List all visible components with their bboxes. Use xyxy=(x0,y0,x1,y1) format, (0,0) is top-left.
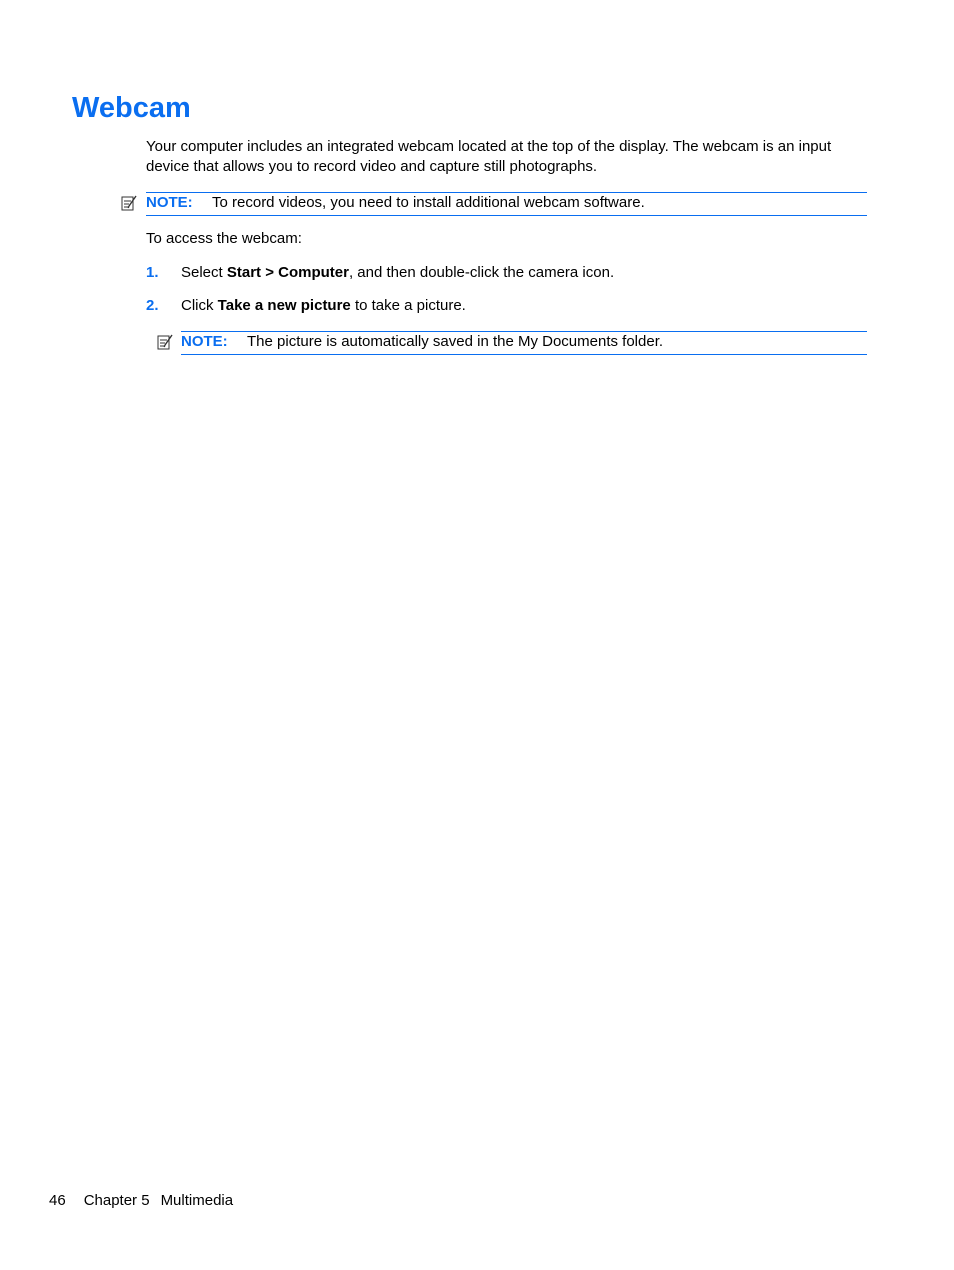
page-title: Webcam xyxy=(72,92,191,124)
note-label: NOTE: xyxy=(181,333,228,350)
footer-section: Multimedia xyxy=(160,1192,234,1209)
step-text xyxy=(181,296,466,316)
step-text-after: , and then double-click the camera icon. xyxy=(348,264,615,281)
step-text-bold: Take a new picture xyxy=(217,297,351,314)
step-number: 1. xyxy=(146,264,159,281)
step-text-after: to take a picture. xyxy=(350,297,466,314)
step-text-bold: Start > Computer xyxy=(226,264,349,281)
note-pad-icon xyxy=(120,194,138,212)
step-text-before: Click xyxy=(181,297,218,314)
step-text xyxy=(181,263,614,283)
intro-paragraph: Your computer includes an integrated webcam located at the top of the display. The webcam is an input device that allows you to record video and capture still photographs. xyxy=(146,138,832,175)
note-box xyxy=(146,192,867,216)
note-box xyxy=(181,331,867,355)
step-number: 2. xyxy=(146,297,159,314)
step-text-before: Select xyxy=(181,264,227,281)
page-number: 46 xyxy=(49,1192,66,1209)
access-intro: To access the webcam: xyxy=(146,230,302,247)
note-text: To record videos, you need to install additional webcam software. xyxy=(212,194,645,211)
note-pad-icon xyxy=(156,333,174,351)
page-footer xyxy=(49,1191,233,1211)
footer-chapter: Chapter 5 xyxy=(83,1192,150,1209)
note-label: NOTE: xyxy=(146,194,193,211)
note-text: The picture is automatically saved in the My Documents folder. xyxy=(247,333,664,350)
